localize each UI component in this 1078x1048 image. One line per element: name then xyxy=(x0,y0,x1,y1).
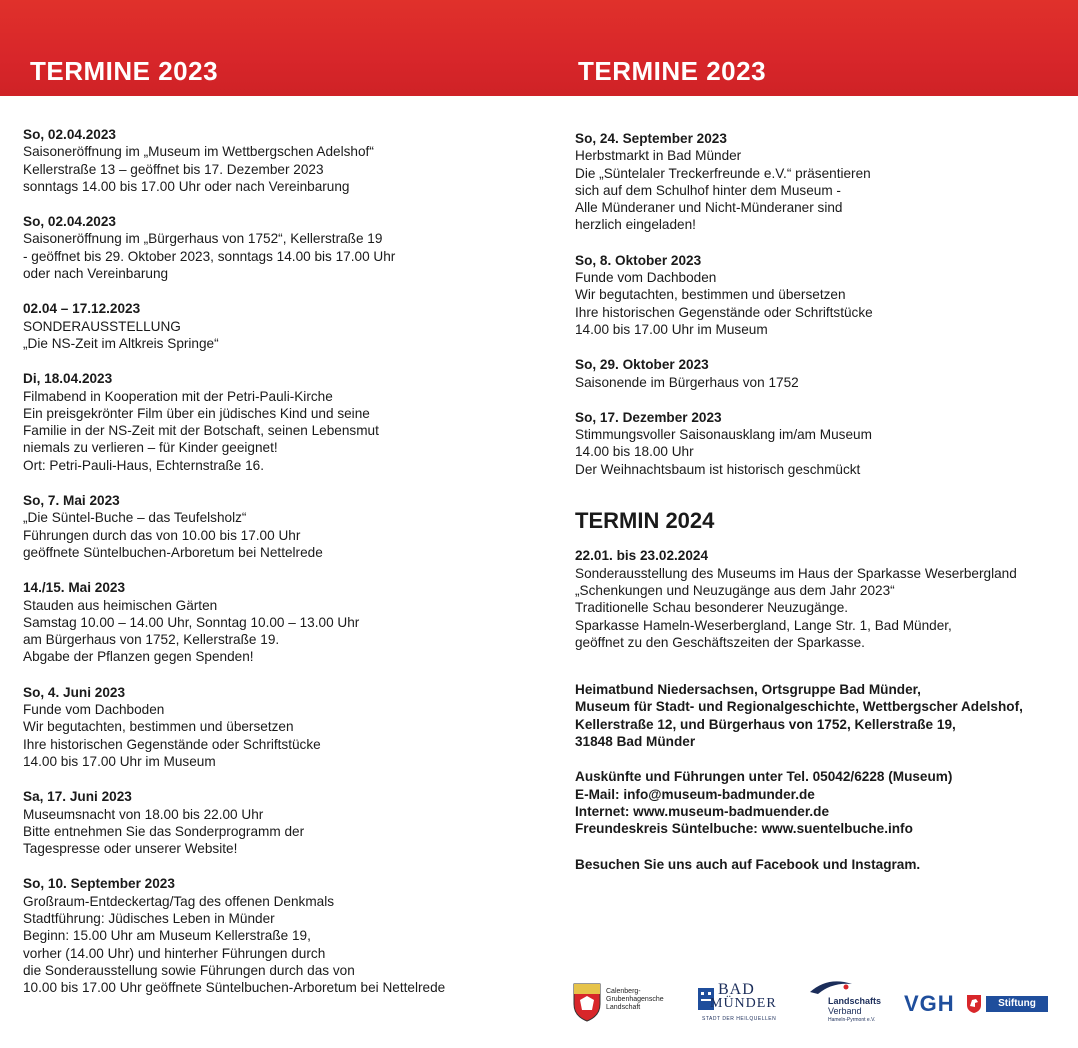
event-item xyxy=(23,875,543,996)
event-date: 14./15. Mai 2023 xyxy=(23,580,126,596)
event-line: oder nach Vereinbarung xyxy=(23,266,169,282)
event-line: Ihre historischen Gegenstände oder Schriftstücke xyxy=(575,304,873,320)
event-line: Großraum-Entdeckertag/Tag des offenen Denkmals xyxy=(23,893,335,909)
event-date: So, 10. September 2023 xyxy=(23,876,175,892)
bad-sub-text: STADT DER HEILQUELLEN xyxy=(702,1016,777,1022)
event-line: Funde vom Dachboden xyxy=(23,702,165,718)
landschaftsverband-logo xyxy=(804,978,884,1028)
event-line: 14.00 bis 18.00 Uhr xyxy=(575,444,694,460)
address-line: 31848 Bad Münder xyxy=(575,734,696,750)
event-item xyxy=(23,213,543,282)
event-line: Herbstmarkt in Bad Münder xyxy=(575,148,742,164)
event-line: 10.00 bis 17.00 Uhr geöffnete Süntelbuchen-Arboretum bei Nettelrede xyxy=(23,980,446,996)
right-events xyxy=(575,130,1070,478)
event-line: Alle Münderaner und Nicht-Münderaner sind xyxy=(575,200,843,216)
event-line: geöffnet zu den Geschäftszeiten der Sparkasse. xyxy=(575,634,865,650)
right-title: TERMINE 2023 xyxy=(578,56,767,86)
info-line: Internet: www.museum-badmuender.de xyxy=(575,803,830,819)
event-line: „Die NS-Zeit im Altkreis Springe“ xyxy=(23,335,219,351)
event-item xyxy=(23,300,543,352)
lv-text-3: Hameln-Pyrmont e.V. xyxy=(828,1017,876,1023)
sponsor-logos xyxy=(570,978,1070,1028)
event-line: die Sonderausstellung sowie Führungen durch das von xyxy=(23,962,355,978)
event-line: Saisonende im Bürgerhaus von 1752 xyxy=(575,374,799,390)
termin-2024-title: TERMIN 2024 xyxy=(575,508,715,534)
event-line: Sonderausstellung des Museums im Haus der Sparkasse Weserbergland xyxy=(575,565,1017,581)
event-line: - geöffnet bis 29. Oktober 2023, sonntags 14.00 bis 17.00 Uhr xyxy=(23,248,396,264)
event-item xyxy=(23,684,543,770)
event-line: Ort: Petri-Pauli-Haus, Echternstraße 16. xyxy=(23,457,264,473)
event-date: So, 02.04.2023 xyxy=(23,214,116,230)
event-date: So, 17. Dezember 2023 xyxy=(575,409,722,425)
event-item xyxy=(23,788,543,857)
stiftung-badge: Stiftung xyxy=(986,996,1048,1012)
event-date: So, 29. Oktober 2023 xyxy=(575,357,709,373)
event-line: Saisoneröffnung im „Museum im Wettbergschen Adelshof“ xyxy=(23,144,374,160)
address-line: Heimatbund Niedersachsen, Ortsgruppe Bad Münder, xyxy=(575,682,921,698)
event-line: Wir begutachten, bestimmen und übersetzen xyxy=(23,719,294,735)
event-line: sich auf dem Schulhof hinter dem Museum - xyxy=(575,182,841,198)
lv-text-2: Verband xyxy=(828,1006,862,1016)
address-line: Museum für Stadt- und Regionalgeschichte, Wettbergscher Adelshof, xyxy=(575,699,1023,715)
event-item xyxy=(23,126,543,195)
calenberg-logo xyxy=(570,982,690,1026)
address-line: Kellerstraße 12, und Bürgerhaus von 1752, Kellerstraße 19, xyxy=(575,716,956,732)
event-line: Führungen durch das von 10.00 bis 17.00 Uhr xyxy=(23,527,301,543)
event-line: Ein preisgekrönter Film über ein jüdisches Kind und seine xyxy=(23,405,370,421)
event-line: Samstag 10.00 – 14.00 Uhr, Sonntag 10.00 – 13.00 Uhr xyxy=(23,614,360,630)
swoosh-icon xyxy=(808,978,854,996)
event-line: Stadtführung: Jüdisches Leben in Münder xyxy=(23,910,275,926)
event-item xyxy=(575,252,1070,338)
horse-shield-icon xyxy=(966,994,982,1014)
event-item xyxy=(575,356,1070,391)
info-line: Freundeskreis Süntelbuche: www.suentelbuche.info xyxy=(575,821,913,837)
event-line: Saisoneröffnung im „Bürgerhaus von 1752“, Kellerstraße 19 xyxy=(23,231,383,247)
event-lines xyxy=(575,565,1070,651)
event-line: 14.00 bis 17.00 Uhr im Museum xyxy=(575,321,768,337)
event-line: Funde vom Dachboden xyxy=(575,270,717,286)
event-line: Die „Süntelaler Treckerfreunde e.V.“ präsentieren xyxy=(575,165,871,181)
contact-address xyxy=(575,681,1070,750)
event-line: „Schenkungen und Neuzugänge aus dem Jahr 2023“ xyxy=(575,582,895,598)
event-date: So, 02.04.2023 xyxy=(23,127,116,142)
event-line: geöffnete Süntelbuchen-Arboretum bei Nettelrede xyxy=(23,544,323,560)
calenberg-text-2: Grubenhagensche xyxy=(606,996,664,1003)
calenberg-text-3: Landschaft xyxy=(606,1004,641,1011)
event-date: So, 8. Oktober 2023 xyxy=(575,252,702,268)
event-line: vorher (14.00 Uhr) und hinterher Führungen durch xyxy=(23,945,326,961)
event-line: am Bürgerhaus von 1752, Kellerstraße 19. xyxy=(23,632,280,648)
event-line: Kellerstraße 13 – geöffnet bis 17. Dezember 2023 xyxy=(23,161,324,177)
left-title: TERMINE 2023 xyxy=(30,56,219,86)
event-line: Bitte entnehmen Sie das Sonderprogramm der xyxy=(23,823,305,839)
contact-info xyxy=(575,768,1070,837)
event-line: sonntags 14.00 bis 17.00 Uhr oder nach Vereinbarung xyxy=(23,178,350,194)
vgh-stiftung-logo xyxy=(904,992,1054,1018)
event-date: So, 7. Mai 2023 xyxy=(23,493,120,509)
event-date: Sa, 17. Juni 2023 xyxy=(23,789,132,805)
info-line: E-Mail: info@museum-badmunder.de xyxy=(575,786,815,802)
event-date: 02.04 – 17.12.2023 xyxy=(23,301,141,317)
event-item xyxy=(23,579,543,665)
muender-text: MÜNDER xyxy=(710,996,777,1011)
event-item xyxy=(575,130,1070,234)
event-item xyxy=(23,492,543,561)
event-line: 14.00 bis 17.00 Uhr im Museum xyxy=(23,753,216,769)
header-banner xyxy=(0,0,1078,96)
vgh-text: VGH xyxy=(904,991,955,1016)
left-column xyxy=(23,126,543,1014)
coat-of-arms-icon xyxy=(572,982,602,1022)
event-line: Ihre historischen Gegenstände oder Schriftstücke xyxy=(23,736,321,752)
social-note: Besuchen Sie uns auch auf Facebook und Instagram. xyxy=(575,856,921,872)
event-line: Familie in der NS-Zeit mit der Botschaft, seinen Lebensmut xyxy=(23,423,379,439)
event-line: SONDERAUSSTELLUNG xyxy=(23,318,181,334)
event-line: niemals zu verlieren – für Kinder geeignet! xyxy=(23,440,278,456)
event-date: Di, 18.04.2023 xyxy=(23,371,113,387)
right-column xyxy=(575,130,1070,873)
bad-muender-logo xyxy=(696,982,788,1026)
termin-2024-event xyxy=(575,547,1070,651)
event-line: Der Weihnachtsbaum ist historisch geschmückt xyxy=(575,461,861,477)
event-date: 22.01. bis 23.02.2024 xyxy=(575,548,709,564)
event-line: Traditionelle Schau besonderer Neuzugänge. xyxy=(575,600,849,616)
event-line: Stimmungsvoller Saisonausklang im/am Museum xyxy=(575,427,872,443)
event-line: Abgabe der Pflanzen gegen Spenden! xyxy=(23,649,254,665)
event-date: So, 24. September 2023 xyxy=(575,131,727,146)
event-date: So, 4. Juni 2023 xyxy=(23,684,125,700)
info-line: Auskünfte und Führungen unter Tel. 05042/6228 (Museum) xyxy=(575,769,953,785)
event-line: Tagespresse oder unserer Website! xyxy=(23,841,238,857)
event-item xyxy=(23,370,543,474)
event-line: Wir begutachten, bestimmen und übersetzen xyxy=(575,287,846,303)
event-line: Sparkasse Hameln-Weserbergland, Lange Str. 1, Bad Münder, xyxy=(575,617,952,633)
event-line: Stauden aus heimischen Gärten xyxy=(23,597,218,613)
lv-text-1: Landschafts xyxy=(828,996,882,1006)
calenberg-text-1: Calenberg- xyxy=(606,988,641,995)
event-line: Filmabend in Kooperation mit der Petri-Pauli-Kirche xyxy=(23,388,333,404)
event-line: herzlich eingeladen! xyxy=(575,217,696,233)
event-line: Museumsnacht von 18.00 bis 22.00 Uhr xyxy=(23,806,264,822)
bad-text: BAD xyxy=(718,981,755,998)
event-line: „Die Süntel-Buche – das Teufelsholz“ xyxy=(23,510,247,526)
event-line: Beginn: 15.00 Uhr am Museum Kellerstraße 19, xyxy=(23,928,311,944)
event-item xyxy=(575,409,1070,478)
